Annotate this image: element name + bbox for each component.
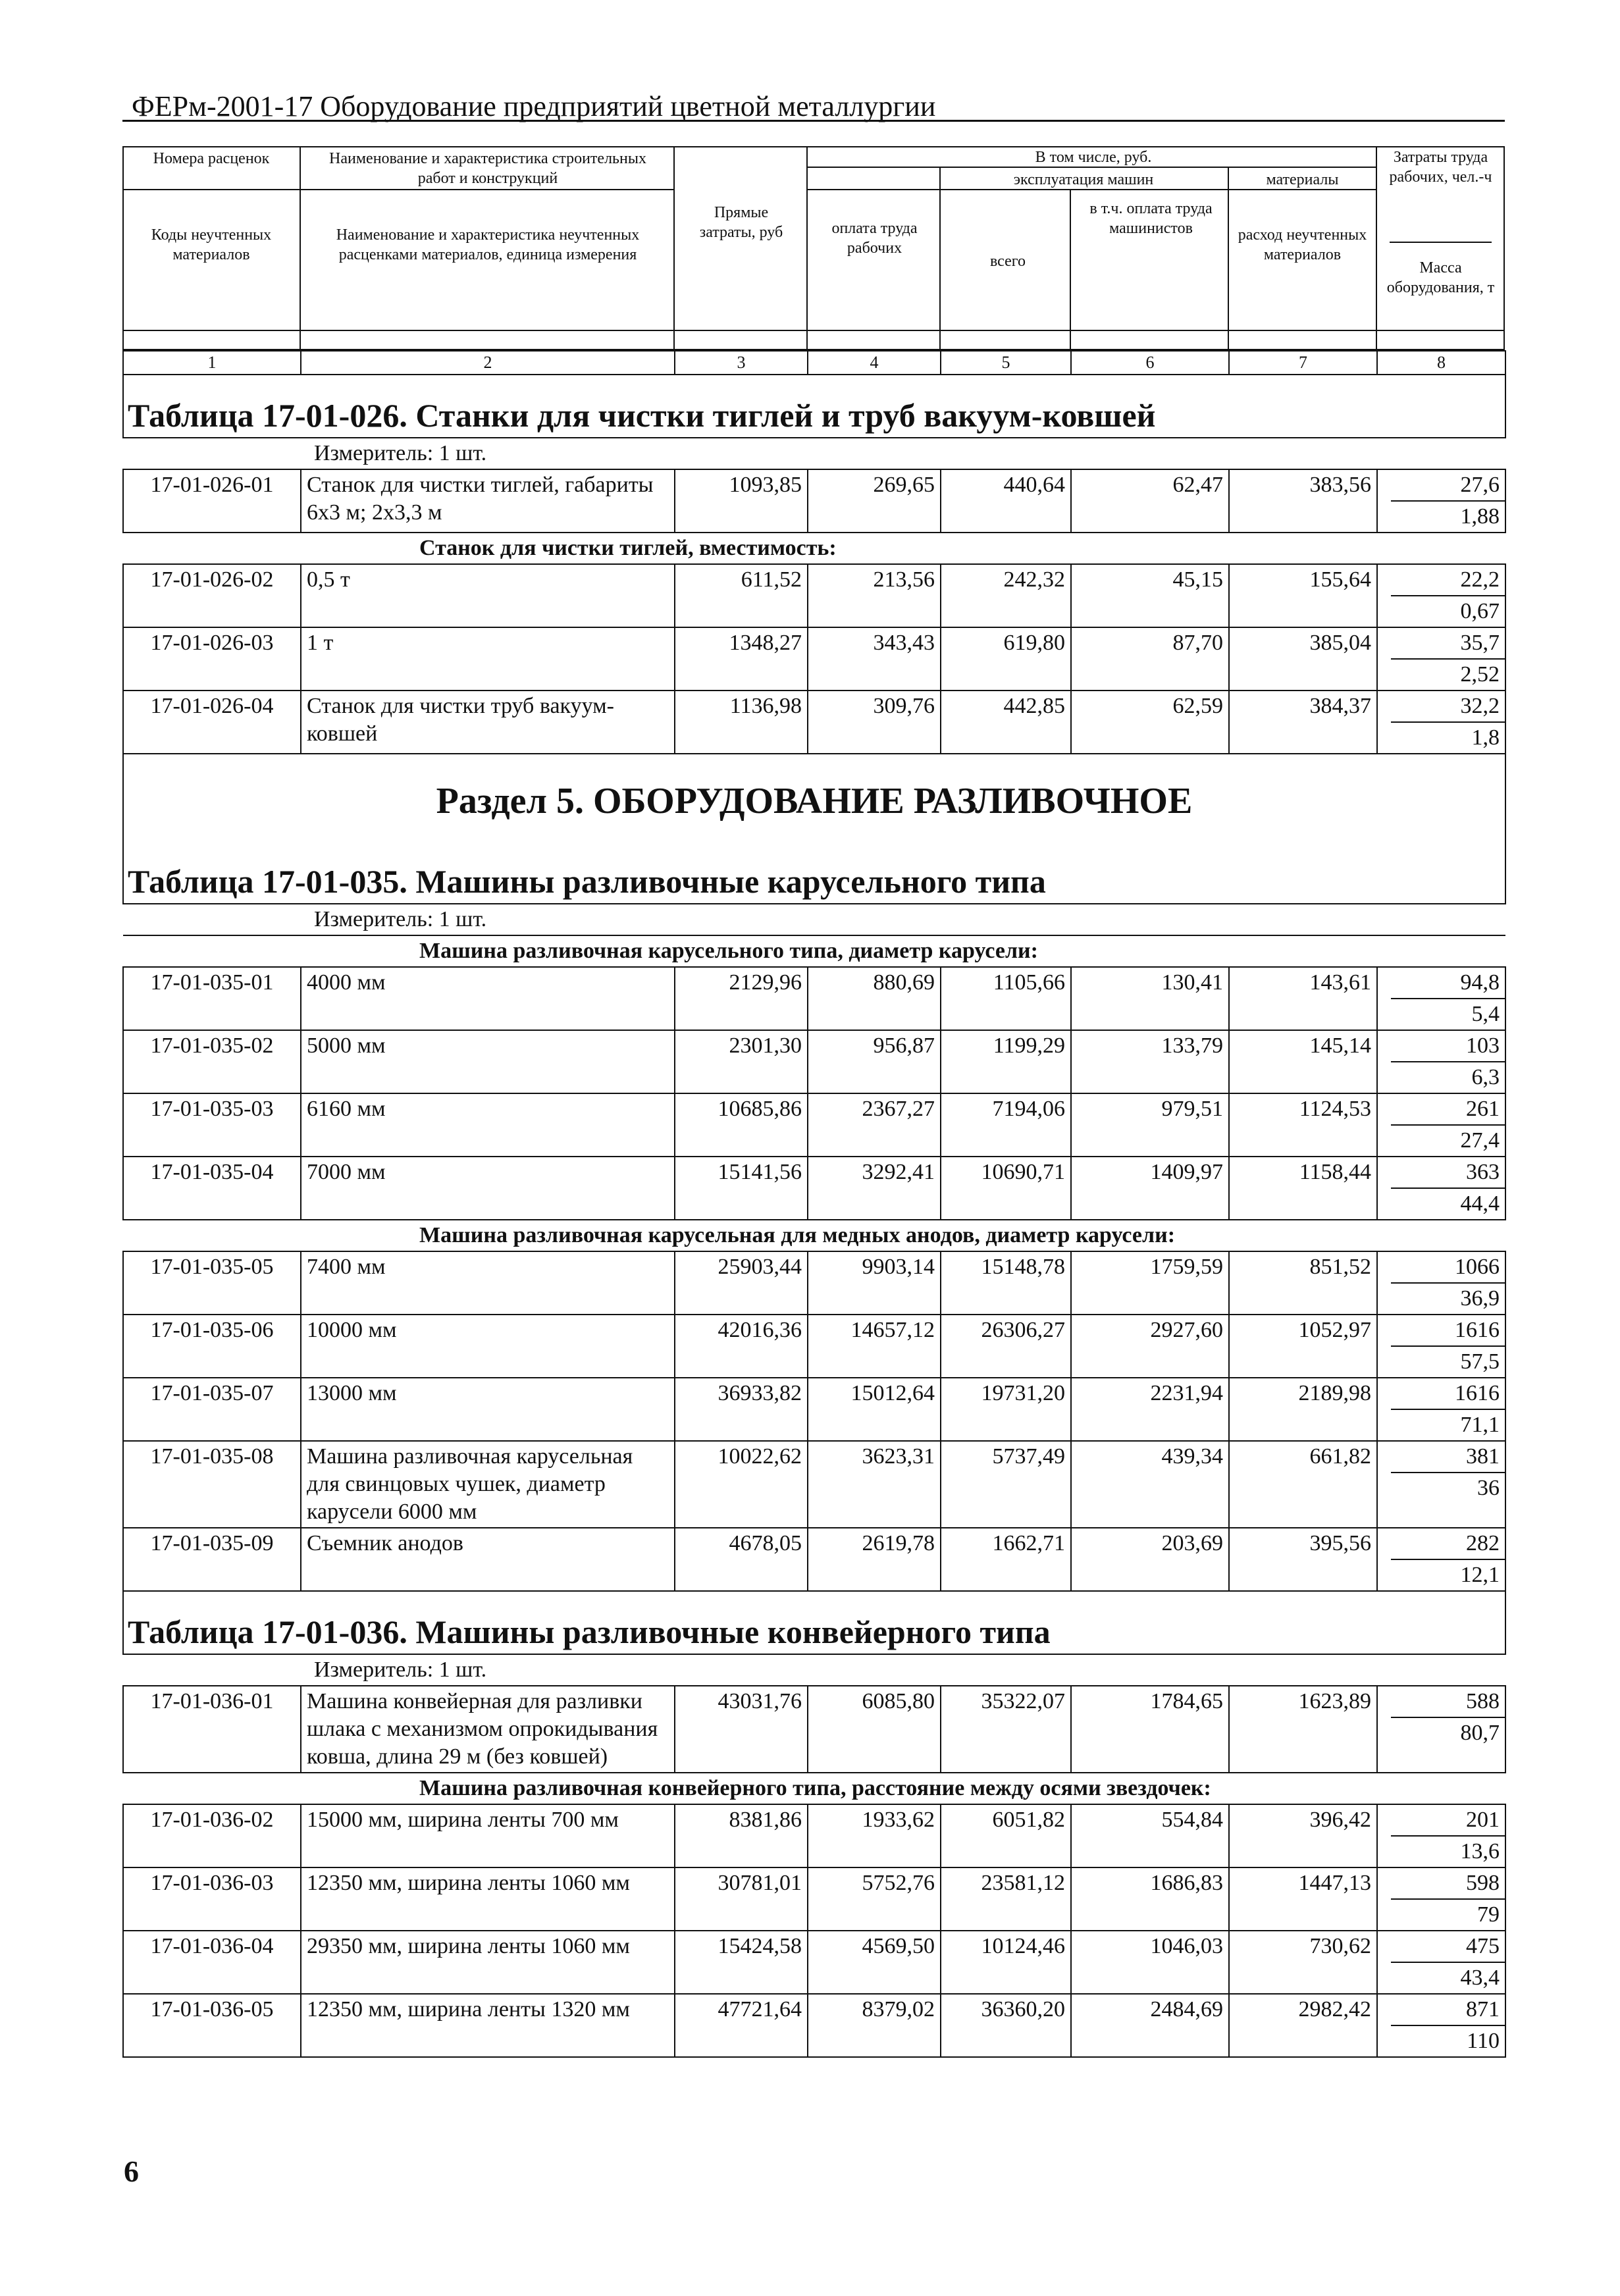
rate-code: 17-01-036-05 (123, 1994, 301, 2057)
machines-total: 23581,12 (941, 1867, 1071, 1931)
materials-use: 2982,42 (1229, 1994, 1377, 2057)
labor-mass-cell (1377, 1686, 1505, 1773)
materials-use: 1158,44 (1229, 1157, 1377, 1220)
rate-name: 0,5 т (301, 564, 675, 627)
labor-mass-cell (1377, 1528, 1505, 1591)
table-title: Таблица 17-01-035. Машины разливочные карусельного типа (123, 841, 1505, 904)
rate-code: 17-01-035-04 (123, 1157, 301, 1220)
machines-total: 15148,78 (941, 1251, 1071, 1315)
rate-name: 7000 мм (301, 1157, 675, 1220)
labor-value: 261 (1391, 1094, 1505, 1126)
table-body (123, 351, 1505, 2057)
operator-pay: 2927,60 (1071, 1315, 1229, 1378)
materials-use: 143,61 (1229, 967, 1377, 1030)
worker-pay: 2619,78 (808, 1528, 941, 1591)
materials-use: 1447,13 (1229, 1867, 1377, 1931)
operator-pay: 133,79 (1071, 1030, 1229, 1093)
rate-code: 17-01-035-06 (123, 1315, 301, 1378)
rate-code: 17-01-036-04 (123, 1931, 301, 1994)
worker-pay: 4569,50 (808, 1931, 941, 1994)
section-title-row (123, 754, 1505, 841)
mass-value: 0,67 (1460, 599, 1500, 623)
direct-costs: 15424,58 (675, 1931, 808, 1994)
page-number: 6 (124, 2154, 139, 2188)
column-number: 6 (1071, 351, 1229, 375)
table-row (123, 691, 1505, 754)
header-name-bottom: Наименование и характеристика неучтенных расценками материалов, единица измерения (336, 226, 640, 263)
rate-name: 10000 мм (301, 1315, 675, 1378)
unit-of-measure: Измеритель: 1 шт. (123, 904, 1505, 935)
table-row (123, 967, 1505, 1030)
direct-costs: 25903,44 (675, 1251, 808, 1315)
operator-pay: 2484,69 (1071, 1994, 1229, 2057)
labor-mass-cell (1377, 1157, 1505, 1220)
machines-total: 26306,27 (941, 1315, 1071, 1378)
header-machines-group: эксплуатация машин (1013, 171, 1154, 188)
rate-code: 17-01-026-01 (123, 469, 301, 533)
rate-name: 12350 мм, ширина ленты 1060 мм (301, 1867, 675, 1931)
materials-use: 384,37 (1229, 691, 1377, 754)
direct-costs: 2301,30 (675, 1030, 808, 1093)
operator-pay: 62,47 (1071, 469, 1229, 533)
materials-use: 661,82 (1229, 1441, 1377, 1528)
labor-value: 22,2 (1391, 565, 1505, 596)
direct-costs: 36933,82 (675, 1378, 808, 1441)
machines-total: 35322,07 (941, 1686, 1071, 1773)
mass-value: 5,4 (1471, 1002, 1500, 1026)
mass-value: 27,4 (1460, 1128, 1500, 1153)
labor-value: 201 (1391, 1805, 1505, 1837)
direct-costs: 1093,85 (675, 469, 808, 533)
materials-use: 730,62 (1229, 1931, 1377, 1994)
page-title: ФЕРм-2001-17 Оборудование предприятий цветной металлургии (132, 90, 936, 122)
header-mass: Масса оборудования, т (1386, 259, 1495, 296)
materials-use: 1623,89 (1229, 1686, 1377, 1773)
mass-value: 36 (1477, 1476, 1500, 1500)
labor-mass-cell (1377, 1093, 1505, 1157)
table-row (123, 1378, 1505, 1441)
direct-costs: 47721,64 (675, 1994, 808, 2057)
subheading-row (123, 935, 1505, 967)
table-row (123, 627, 1505, 691)
machines-total: 442,85 (941, 691, 1071, 754)
machines-total: 7194,06 (941, 1093, 1071, 1157)
labor-value: 94,8 (1391, 968, 1505, 999)
labor-mass-cell (1377, 1441, 1505, 1528)
rate-code: 17-01-026-04 (123, 691, 301, 754)
column-number: 3 (675, 351, 808, 375)
mass-value: 1,88 (1460, 504, 1500, 529)
materials-use: 396,42 (1229, 1804, 1377, 1867)
column-number: 2 (301, 351, 675, 375)
worker-pay: 3623,31 (808, 1441, 941, 1528)
mass-value: 12,1 (1460, 1563, 1500, 1587)
worker-pay: 343,43 (808, 627, 941, 691)
mass-value: 36,9 (1460, 1286, 1500, 1311)
group-subheading: Машина разливочная конвейерного типа, расстояние между осями звездочек: (123, 1773, 1505, 1804)
table-row (123, 1686, 1505, 1773)
subheading-row (123, 1773, 1505, 1804)
machines-total: 6051,82 (941, 1804, 1071, 1867)
operator-pay: 1409,97 (1071, 1157, 1229, 1220)
materials-use: 851,52 (1229, 1251, 1377, 1315)
title-divider (122, 120, 1505, 122)
rate-code: 17-01-035-02 (123, 1030, 301, 1093)
labor-mass-cell (1377, 1315, 1505, 1378)
worker-pay: 269,65 (808, 469, 941, 533)
rate-name: 12350 мм, ширина ленты 1320 мм (301, 1994, 675, 2057)
machines-total: 10690,71 (941, 1157, 1071, 1220)
column-number: 5 (941, 351, 1071, 375)
measure-row (123, 1654, 1505, 1686)
header-machines-total: всего (989, 253, 1026, 270)
worker-pay: 956,87 (808, 1030, 941, 1093)
table-header (122, 146, 1505, 350)
rate-name: 15000 мм, ширина ленты 700 мм (301, 1804, 675, 1867)
column-numbers-row (123, 351, 1505, 375)
machines-total: 36360,20 (941, 1994, 1071, 2057)
labor-value: 598 (1391, 1868, 1505, 1900)
rate-code: 17-01-036-02 (123, 1804, 301, 1867)
operator-pay: 1686,83 (1071, 1867, 1229, 1931)
header-direct-costs: Прямые затраты, руб (699, 204, 783, 241)
direct-costs: 2129,96 (675, 967, 808, 1030)
rate-name: 4000 мм (301, 967, 675, 1030)
table-title-row (123, 375, 1505, 438)
measure-row (123, 438, 1505, 469)
labor-mass-cell (1377, 691, 1505, 754)
rate-code: 17-01-035-09 (123, 1528, 301, 1591)
operator-pay: 554,84 (1071, 1804, 1229, 1867)
mass-value: 43,4 (1460, 1966, 1500, 1990)
labor-mass-cell (1377, 564, 1505, 627)
operator-pay: 87,70 (1071, 627, 1229, 691)
labor-value: 282 (1391, 1528, 1505, 1560)
operator-pay: 439,34 (1071, 1441, 1229, 1528)
worker-pay: 8379,02 (808, 1994, 941, 2057)
direct-costs: 1348,27 (675, 627, 808, 691)
operator-pay: 2231,94 (1071, 1378, 1229, 1441)
labor-mass-cell (1377, 1804, 1505, 1867)
table-title-row (123, 1591, 1505, 1654)
mass-value: 6,3 (1471, 1065, 1500, 1089)
rate-name: 1 т (301, 627, 675, 691)
operator-pay: 62,59 (1071, 691, 1229, 754)
materials-use: 385,04 (1229, 627, 1377, 691)
machines-total: 19731,20 (941, 1378, 1071, 1441)
worker-pay: 880,69 (808, 967, 941, 1030)
worker-pay: 6085,80 (808, 1686, 941, 1773)
machines-total: 1199,29 (941, 1030, 1071, 1093)
labor-mass-cell (1377, 967, 1505, 1030)
header-codes-bottom: Коды неучтенных материалов (151, 226, 272, 263)
rate-code: 17-01-035-05 (123, 1251, 301, 1315)
table-row (123, 1528, 1505, 1591)
labor-value: 381 (1391, 1442, 1505, 1473)
rate-code: 17-01-036-01 (123, 1686, 301, 1773)
direct-costs: 10022,62 (675, 1441, 808, 1528)
table-row (123, 1315, 1505, 1378)
materials-use: 2189,98 (1229, 1378, 1377, 1441)
worker-pay: 14657,12 (808, 1315, 941, 1378)
unit-of-measure: Измеритель: 1 шт. (123, 438, 1505, 469)
materials-use: 1052,97 (1229, 1315, 1377, 1378)
materials-use: 155,64 (1229, 564, 1377, 627)
header-labor: Затраты труда рабочих, чел.-ч (1389, 149, 1492, 186)
rate-name: Машина конвейерная для разливки шлака с механизмом опрокидывания ковша, длина 29 м (без ковшей) (301, 1686, 675, 1773)
direct-costs: 15141,56 (675, 1157, 808, 1220)
operator-pay: 203,69 (1071, 1528, 1229, 1591)
labor-value: 871 (1391, 1995, 1505, 2026)
rate-code: 17-01-026-03 (123, 627, 301, 691)
labor-value: 103 (1391, 1031, 1505, 1062)
rate-name: 5000 мм (301, 1030, 675, 1093)
column-number: 4 (808, 351, 941, 375)
operator-pay: 45,15 (1071, 564, 1229, 627)
labor-value: 1616 (1391, 1315, 1505, 1347)
rate-code: 17-01-035-07 (123, 1378, 301, 1441)
direct-costs: 8381,86 (675, 1804, 808, 1867)
table-title: Таблица 17-01-026. Станки для чистки тиглей и труб вакуум-ковшей (123, 375, 1505, 438)
worker-pay: 1933,62 (808, 1804, 941, 1867)
labor-mass-cell (1377, 627, 1505, 691)
materials-use: 1124,53 (1229, 1093, 1377, 1157)
rate-name: Станок для чистки труб вакуум-ковшей (301, 691, 675, 754)
direct-costs: 30781,01 (675, 1867, 808, 1931)
labor-value: 588 (1391, 1686, 1505, 1718)
labor-mass-cell (1377, 1931, 1505, 1994)
table-row (123, 1804, 1505, 1867)
direct-costs: 611,52 (675, 564, 808, 627)
rate-code: 17-01-036-03 (123, 1867, 301, 1931)
machines-total: 242,32 (941, 564, 1071, 627)
group-subheading: Машина разливочная карусельная для медных анодов, диаметр карусели: (123, 1220, 1505, 1251)
operator-pay: 130,41 (1071, 967, 1229, 1030)
table-row (123, 1994, 1505, 2057)
rate-name: Съемник анодов (301, 1528, 675, 1591)
labor-value: 32,2 (1391, 691, 1505, 723)
header-worker-pay: оплата труда рабочих (831, 220, 918, 257)
labor-value: 1616 (1391, 1378, 1505, 1410)
section-title: Раздел 5. ОБОРУДОВАНИЕ РАЗЛИВОЧНОЕ (123, 754, 1505, 841)
mass-value: 79 (1477, 1902, 1500, 1927)
labor-value: 1066 (1391, 1252, 1505, 1284)
measure-row (123, 904, 1505, 935)
worker-pay: 3292,41 (808, 1157, 941, 1220)
column-number: 8 (1377, 351, 1505, 375)
mass-value: 44,4 (1460, 1191, 1500, 1216)
labor-mass-cell (1377, 1251, 1505, 1315)
table-row (123, 1931, 1505, 1994)
labor-value: 363 (1391, 1157, 1505, 1189)
operator-pay: 1046,03 (1071, 1931, 1229, 1994)
rate-code: 17-01-035-08 (123, 1441, 301, 1528)
table-title-row (123, 841, 1505, 904)
mass-value: 13,6 (1460, 1839, 1500, 1864)
header-incl-group: В том числе, руб. (1035, 149, 1152, 166)
materials-use: 145,14 (1229, 1030, 1377, 1093)
materials-use: 395,56 (1229, 1528, 1377, 1591)
labor-mass-cell (1377, 469, 1505, 533)
subheading-row (123, 1220, 1505, 1251)
group-subheading: Станок для чистки тиглей, вместимость: (123, 533, 1505, 564)
table-row (123, 1867, 1505, 1931)
labor-value: 475 (1391, 1931, 1505, 1963)
unit-of-measure: Измеритель: 1 шт. (123, 1654, 1505, 1686)
table-row (123, 469, 1505, 533)
direct-costs: 43031,76 (675, 1686, 808, 1773)
rate-name: 6160 мм (301, 1093, 675, 1157)
machines-total: 1105,66 (941, 967, 1071, 1030)
mass-value: 110 (1467, 2029, 1500, 2053)
header-materials-use: расход неучтенных материалов (1238, 226, 1367, 263)
worker-pay: 2367,27 (808, 1093, 941, 1157)
column-number: 7 (1229, 351, 1377, 375)
labor-mass-cell (1377, 1030, 1505, 1093)
labor-value: 27,6 (1391, 470, 1505, 502)
table-row (123, 564, 1505, 627)
header-operator-pay: в т.ч. оплата труда машинистов (1089, 200, 1213, 237)
table-row (123, 1093, 1505, 1157)
rate-name: Станок для чистки тиглей, габариты 6х3 м; 2х3,3 м (301, 469, 675, 533)
rate-code: 17-01-035-01 (123, 967, 301, 1030)
rate-name: 29350 мм, ширина ленты 1060 мм (301, 1931, 675, 1994)
machines-total: 440,64 (941, 469, 1071, 533)
mass-value: 71,1 (1460, 1413, 1500, 1437)
materials-use: 383,56 (1229, 469, 1377, 533)
table-row (123, 1030, 1505, 1093)
worker-pay: 213,56 (808, 564, 941, 627)
machines-total: 619,80 (941, 627, 1071, 691)
labor-value: 35,7 (1391, 628, 1505, 660)
rate-code: 17-01-026-02 (123, 564, 301, 627)
direct-costs: 10685,86 (675, 1093, 808, 1157)
rate-name: Машина разливочная карусельная для свинцовых чушек, диаметр карусели 6000 мм (301, 1441, 675, 1528)
worker-pay: 5752,76 (808, 1867, 941, 1931)
table-title: Таблица 17-01-036. Машины разливочные конвейерного типа (123, 1591, 1505, 1654)
operator-pay: 1784,65 (1071, 1686, 1229, 1773)
header-codes-top: Номера расценок (153, 150, 270, 167)
labor-mass-cell (1377, 1378, 1505, 1441)
worker-pay: 9903,14 (808, 1251, 941, 1315)
mass-value: 80,7 (1460, 1721, 1500, 1745)
mass-value: 2,52 (1460, 662, 1500, 687)
header-materials-group: материалы (1266, 171, 1339, 188)
rate-name: 13000 мм (301, 1378, 675, 1441)
rate-name: 7400 мм (301, 1251, 675, 1315)
worker-pay: 15012,64 (808, 1378, 941, 1441)
direct-costs: 1136,98 (675, 691, 808, 754)
table-row (123, 1157, 1505, 1220)
mass-value: 57,5 (1460, 1349, 1500, 1374)
table-row (123, 1251, 1505, 1315)
direct-costs: 4678,05 (675, 1528, 808, 1591)
machines-total: 10124,46 (941, 1931, 1071, 1994)
labor-mass-cell (1377, 1867, 1505, 1931)
operator-pay: 979,51 (1071, 1093, 1229, 1157)
direct-costs: 42016,36 (675, 1315, 808, 1378)
worker-pay: 309,76 (808, 691, 941, 754)
operator-pay: 1759,59 (1071, 1251, 1229, 1315)
column-number: 1 (123, 351, 301, 375)
labor-mass-cell (1377, 1994, 1505, 2057)
machines-total: 1662,71 (941, 1528, 1071, 1591)
header-name-top: Наименование и характеристика строительных работ и конструкций (329, 150, 646, 187)
rates-table (122, 350, 1506, 2058)
subheading-row (123, 533, 1505, 564)
group-subheading: Машина разливочная карусельного типа, диаметр карусели: (123, 935, 1505, 967)
mass-value: 1,8 (1471, 725, 1500, 750)
table-row (123, 1441, 1505, 1528)
rate-code: 17-01-035-03 (123, 1093, 301, 1157)
machines-total: 5737,49 (941, 1441, 1071, 1528)
